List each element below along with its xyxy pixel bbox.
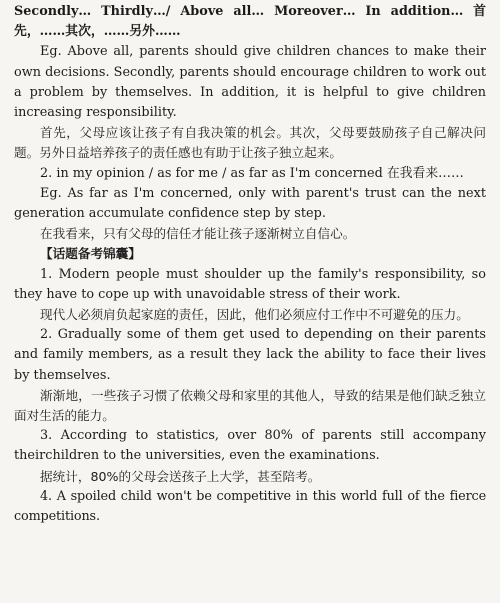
example-paragraph-english: Eg. Above all, parents should give children chances to make their own decisions. Secondly, parents should encourage children to work out a problem by themselves. In addition, it is helpful to give children increasing responsibility.	[14, 44, 486, 121]
tip-3-english: 3. According to statistics, over 80% of parents still accompany theirchildren to the universities, even the examinations.	[14, 428, 486, 464]
tip-1-chinese: 现代人必须肩负起家庭的责任，因此，他们必须应付工作中不可避免的压力。	[40, 307, 469, 323]
transition-words-line: Secondly… Thirdly…/ Above all… Moreover… In addition… 首先，……其次，……另外……	[14, 4, 486, 40]
opinion-phrases-line: 2. in my opinion / as for me / as far as I'm concerned 在我看来……	[40, 165, 464, 181]
tip-1-english: 1. Modern people must shoulder up the family's responsibility, so they have to cope up with unavoidable stress of their work.	[14, 266, 486, 302]
example-paragraph-chinese: 首先，父母应该让孩子有自我决策的机会。其次，父母要鼓励孩子自己解决问题。另外日益培养孩子的责任感也有助于让孩子独立起来。	[14, 125, 486, 161]
opinion-example-chinese: 在我看来，只有父母的信任才能让孩子逐渐树立自信心。	[40, 226, 356, 242]
opinion-example-english: Eg. As far as I'm concerned, only with parent's trust can the next generation accumulate confidence step by step.	[14, 185, 486, 222]
tip-2-chinese: 渐渐地，一些孩子习惯了依赖父母和家里的其他人，导致的结果是他们缺乏独立面对生活的能力。	[14, 387, 486, 424]
tip-2-english: 2. Gradually some of them get used to depending on their parents and family members, as a result they lack the ability to face their lives by themselves.	[14, 327, 486, 383]
tip-3-chinese: 据统计，80%的父母会送孩子上大学，甚至陪考。	[40, 468, 321, 484]
topic-heading: 【话题备考锦囊】	[40, 246, 141, 262]
tip-4-english: 4. A spoiled child won't be competitive in this world full of the fierce competitions.	[14, 488, 486, 525]
